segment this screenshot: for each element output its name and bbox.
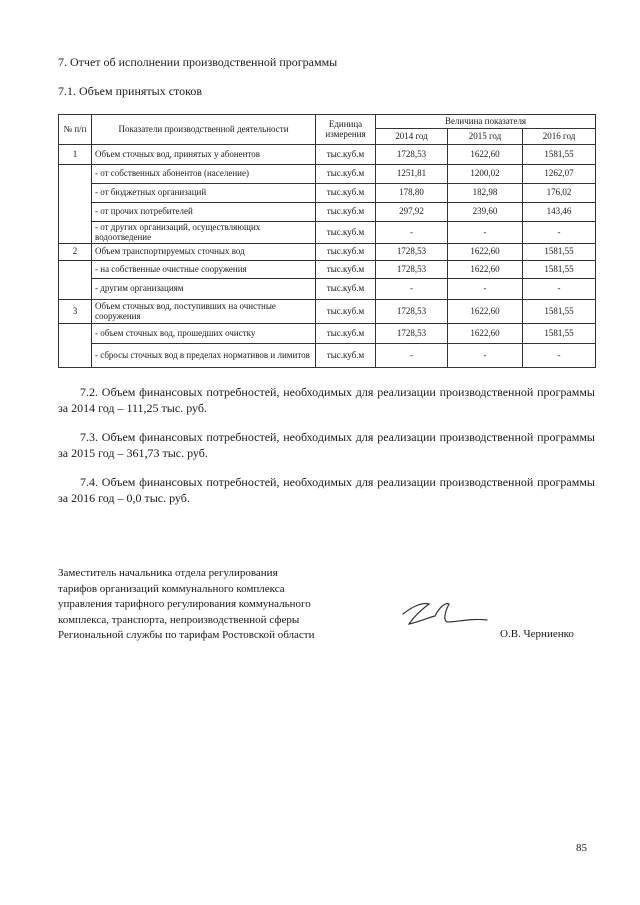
header-year-2016: 2016 год xyxy=(523,129,596,145)
header-num: № п/п xyxy=(59,115,92,145)
value-2016: 143,46 xyxy=(523,203,596,222)
value-2015: 1622,60 xyxy=(448,145,523,165)
sewage-volume-table xyxy=(58,114,596,368)
value-2016: 1581,55 xyxy=(523,261,596,279)
table-row xyxy=(59,324,596,344)
table-row xyxy=(59,300,596,324)
row-unit: тыс.куб.м xyxy=(316,184,376,203)
signatory-line: тарифов организаций коммунального комплекса xyxy=(58,582,285,595)
value-2015: 182,98 xyxy=(448,184,523,203)
row-num: 2 xyxy=(59,244,92,261)
row-label: Объем транспортируемых сточных вод xyxy=(92,244,316,261)
value-2016: 1262,07 xyxy=(523,165,596,184)
row-label: Объем сточных вод, принятых у абонентов xyxy=(92,145,316,165)
value-2014: 1728,53 xyxy=(376,300,448,324)
row-unit: тыс.куб.м xyxy=(316,165,376,184)
subsection-heading: 7.1. Объем принятых стоков xyxy=(58,84,202,98)
signatory-line: управления тарифного регулирования коммунального xyxy=(58,598,311,610)
paragraph-7-4 xyxy=(58,474,595,506)
paragraph-7-3 xyxy=(58,429,595,461)
table-row xyxy=(59,145,596,165)
row-unit: тыс.куб.м xyxy=(316,145,376,165)
row-unit: тыс.куб.м xyxy=(316,344,376,368)
signatory-line: Заместитель начальника отдела регулирования xyxy=(58,567,278,579)
paragraph-text: 7.2. Объем финансовых потребностей, необходимых для реализации производственной программы за 2014 год – 111,25 тыс. руб. xyxy=(58,385,595,415)
page-number: 85 xyxy=(576,842,587,854)
value-2016: 1581,55 xyxy=(523,300,596,324)
signatory-block xyxy=(58,566,315,644)
table-row xyxy=(59,184,596,203)
value-2015: 1622,60 xyxy=(448,244,523,261)
value-2014: 297,92 xyxy=(376,203,448,222)
value-2014: 1728,53 xyxy=(376,324,448,344)
table-row xyxy=(59,279,596,300)
row-unit: тыс.куб.м xyxy=(316,203,376,222)
row-unit: тыс.куб.м xyxy=(316,222,376,244)
value-2015: 1622,60 xyxy=(448,261,523,279)
table-row xyxy=(59,203,596,222)
row-unit: тыс.куб.м xyxy=(316,324,376,344)
header-unit: Единица измерения xyxy=(316,115,376,145)
value-2014: 1251,81 xyxy=(376,165,448,184)
paragraph-7-2 xyxy=(58,384,595,416)
row-unit: тыс.куб.м xyxy=(316,279,376,300)
paragraph-text: 7.3. Объем финансовых потребностей, необходимых для реализации производственной программы за 2015 год – 361,73 тыс. руб. xyxy=(58,430,595,460)
value-2016: 1581,55 xyxy=(523,145,596,165)
header-year-2014: 2014 год xyxy=(376,129,448,145)
paragraph-text: 7.4. Объем финансовых потребностей, необходимых для реализации производственной программы за 2016 год – 0,0 тыс. руб. xyxy=(58,475,595,505)
value-2014: 1728,53 xyxy=(376,261,448,279)
value-2016: 1581,55 xyxy=(523,324,596,344)
table-row xyxy=(59,344,596,368)
value-2016: - xyxy=(523,344,596,368)
row-unit: тыс.куб.м xyxy=(316,244,376,261)
value-2016: - xyxy=(523,222,596,244)
value-2014: 1728,53 xyxy=(376,145,448,165)
value-2015: - xyxy=(448,222,523,244)
row-num: 3 xyxy=(59,300,92,324)
section-heading: 7. Отчет об исполнении производственной программы xyxy=(58,55,338,69)
row-label: - от других организаций, осуществляющих водоотведение xyxy=(92,222,316,244)
value-2014: 178,80 xyxy=(376,184,448,203)
row-unit: тыс.куб.м xyxy=(316,261,376,279)
row-label: - от бюджетных организаций xyxy=(92,184,316,203)
value-2014: 1728,53 xyxy=(376,244,448,261)
header-indicator: Показатели производственной деятельности xyxy=(92,115,316,145)
header-value-group: Величина показателя xyxy=(376,115,596,129)
value-2014: - xyxy=(376,344,448,368)
value-2016: 176,02 xyxy=(523,184,596,203)
value-2015: - xyxy=(448,344,523,368)
value-2014: - xyxy=(376,222,448,244)
row-num xyxy=(59,324,92,368)
value-2015: 239,60 xyxy=(448,203,523,222)
value-2016: 1581,55 xyxy=(523,244,596,261)
signatory-name: О.В. Черниенко xyxy=(500,628,574,640)
row-label: - от собственных абонентов (население) xyxy=(92,165,316,184)
value-2016: - xyxy=(523,279,596,300)
table-row xyxy=(59,165,596,184)
row-label: - другим организациям xyxy=(92,279,316,300)
value-2014: - xyxy=(376,279,448,300)
value-2015: 1622,60 xyxy=(448,300,523,324)
value-2015: - xyxy=(448,279,523,300)
value-2015: 1622,60 xyxy=(448,324,523,344)
row-num xyxy=(59,261,92,300)
row-label: Объем сточных вод, поступивших на очистные сооружения xyxy=(92,300,316,324)
row-label: - на собственные очистные сооружения xyxy=(92,261,316,279)
signatory-line: комплекса, транспорта, непроизводственной сферы xyxy=(58,613,300,626)
table-row xyxy=(59,261,596,279)
value-2015: 1200,02 xyxy=(448,165,523,184)
table-row xyxy=(59,244,596,261)
row-label: - от прочих потребителей xyxy=(92,203,316,222)
row-num xyxy=(59,165,92,244)
header-year-2015: 2015 год xyxy=(448,129,523,145)
row-label: - сбросы сточных вод в пределах нормативов и лимитов xyxy=(92,344,316,368)
handwritten-signature xyxy=(395,596,495,636)
table-row xyxy=(59,222,596,244)
row-unit: тыс.куб.м xyxy=(316,300,376,324)
signatory-line: Региональной службы по тарифам Ростовской области xyxy=(58,629,315,641)
row-label: - объем сточных вод, прошедших очистку xyxy=(92,324,316,344)
row-num: 1 xyxy=(59,145,92,165)
